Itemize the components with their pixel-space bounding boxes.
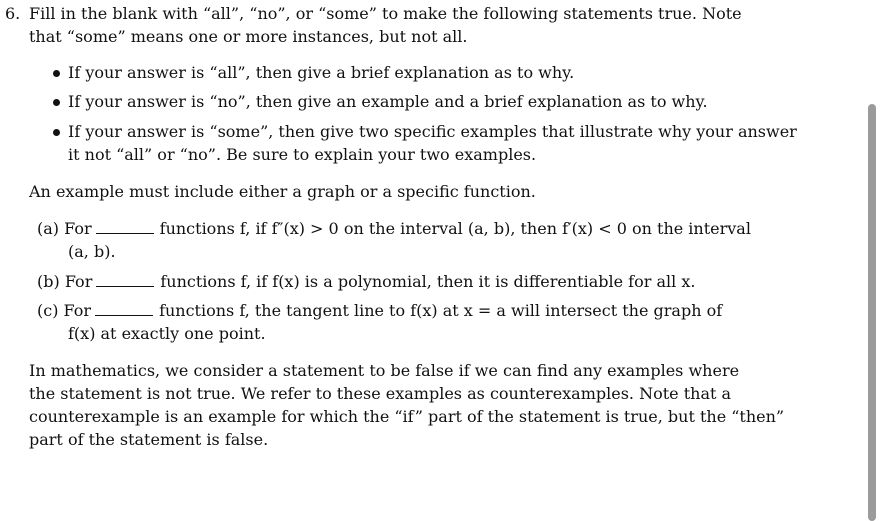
closing-line-3: counterexample is an example for which the “if” part of the statement is true, but the “then” xyxy=(29,407,785,426)
closing-line-1: In mathematics, we consider a statement to be false if we can find any examples where xyxy=(29,361,740,380)
part-lead: For xyxy=(64,219,92,238)
example-note: An example must include either a graph or a specific function. xyxy=(29,182,536,201)
bullet-some-line-2: it not “all” or “no”. Be sure to explain your two examples. xyxy=(68,145,537,164)
part-lead: For xyxy=(64,272,93,291)
answer-blank[interactable] xyxy=(96,219,154,234)
problem-number: 6. xyxy=(5,4,21,23)
part-label: (a) xyxy=(37,219,60,238)
part-label: (c) xyxy=(37,301,59,320)
part-a-line-2: (a, b). xyxy=(68,242,116,261)
bullet-no: If your answer is “no”, then give an example and a brief explanation as to why. xyxy=(68,92,708,111)
bullet-dot-icon xyxy=(53,70,60,77)
answer-blank[interactable] xyxy=(96,272,154,287)
part-b xyxy=(37,271,695,293)
problem-intro-line-2: that “some” means one or more instances, but not all. xyxy=(29,27,468,46)
part-c-line-2: f(x) at exactly one point. xyxy=(68,324,266,343)
bullet-all: If your answer is “all”, then give a brief explanation as to why. xyxy=(68,63,575,82)
part-a xyxy=(37,218,751,240)
part-statement: functions f, the tangent line to f(x) at x = a will intersect the graph of xyxy=(159,301,723,320)
part-statement: functions f, if f(x) is a polynomial, then it is differentiable for all x. xyxy=(160,272,696,291)
bullet-dot-icon xyxy=(53,99,60,106)
bullet-dot-icon xyxy=(53,129,60,136)
vertical-scrollbar[interactable] xyxy=(868,104,876,521)
closing-line-4: part of the statement is false. xyxy=(29,430,269,449)
closing-line-2: the statement is not true. We refer to these examples as counterexamples. Note that a xyxy=(29,384,732,403)
part-label: (b) xyxy=(37,272,60,291)
bullet-some-line-1: If your answer is “some”, then give two specific examples that illustrate why your answer xyxy=(68,122,797,141)
part-c xyxy=(37,300,722,322)
part-statement: functions f, if f″(x) > 0 on the interval (a, b), then f′(x) < 0 on the interval xyxy=(159,219,751,238)
part-lead: For xyxy=(63,301,92,320)
problem-intro-line-1: Fill in the blank with “all”, “no”, or “some” to make the following statements true. Note xyxy=(29,4,742,23)
answer-blank[interactable] xyxy=(95,301,153,316)
